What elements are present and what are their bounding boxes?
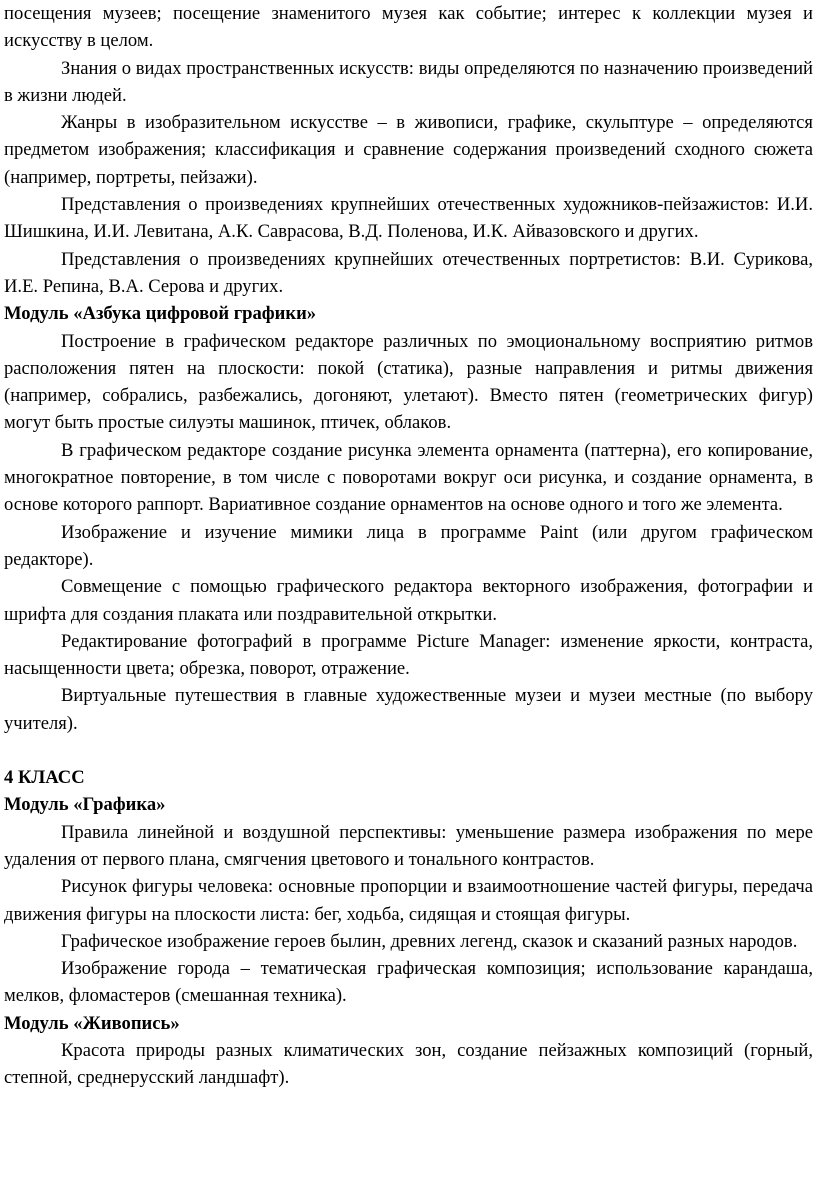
heading-grade-4: 4 КЛАСС <box>4 767 85 789</box>
paragraph-ornament: В графическом редакторе создание рисунка элемента орнамента (паттерна), его копирование, многократное повторение, в том числе с поворотами вокруг оси рисунка, и создание орнамента, в основе которого раппорт. Вариативное создание орнаментов на основе одного и того же элемента. <box>4 439 813 516</box>
paragraph-museums-continuation: посещения музеев; посещение знаменитого музея как событие; интерес к коллекции музея и искусству в целом. <box>4 3 813 52</box>
paragraph-genres: Жанры в изобразительном искусстве – в живописи, графике, скульптуре – определяются предметом изображения; классификация и сравнение содержания произведений сходного сюжета (например, портреты, пейзажи). <box>4 112 813 188</box>
paragraph-poster-combination: Совмещение с помощью графического редактора векторного изображения, фотографии и шрифта для создания плаката или поздравительной открытки. <box>4 576 813 625</box>
paragraph-heroes: Графическое изображение героев былин, древних легенд, сказок и сказаний разных народов. <box>61 930 798 952</box>
paragraph-city-composition: Изображение города – тематическая графическая композиция; использование карандаша, мелков, фломастеров (смешанная техника). <box>4 958 813 1007</box>
paragraph-landscape-painters: Представления о произведениях крупнейших отечественных художников-пейзажистов: И.И. Шишкина, И.И. Левитана, А.К. Саврасова, В.Д. Поленова, И.К. Айвазовского и других. <box>4 194 813 243</box>
paragraph-nature-zones: Красота природы разных климатических зон, создание пейзажных композиций (горный, степной, среднерусский ландшафт). <box>4 1039 813 1089</box>
paragraph-spatial-arts: Знания о видах пространственных искусств: виды определяются по назначению произведений в жизни людей. <box>4 57 813 106</box>
paragraph-rhythm-spots: Построение в графическом редакторе различных по эмоциональному восприятию ритмов расположения пятен на плоскости: покой (статика), разные направления и ритмы движения (например, собрались, разбежались, догоняют, улетают). Вместо пятен (геометрических фигур) могут быть простые силуэты машинок, птичек, облаков. <box>4 330 813 434</box>
paragraph-human-figure: Рисунок фигуры человека: основные пропорции и взаимоотношение частей фигуры, передача движения фигуры на плоскости листа: бег, ходьба, сидящая и стоящая фигуры. <box>4 876 813 925</box>
paragraph-virtual-tours: Виртуальные путешествия в главные художественные музеи и музеи местные (по выбору учителя). <box>4 685 813 734</box>
paragraph-portrait-painters: Представления о произведениях крупнейших отечественных портретистов: В.И. Сурикова, И.Е. Репина, В.А. Серова и других. <box>4 248 813 297</box>
paragraph-facial-expressions: Изображение и изучение мимики лица в программе Paint (или другом графическом редакторе). <box>4 521 813 570</box>
heading-module-graphics: Модуль «Графика» <box>4 794 166 816</box>
paragraph-perspective: Правила линейной и воздушной перспективы: уменьшение размера изображения по мере удаления от первого плана, смягчения цветового и тонального контрастов. <box>4 821 813 870</box>
blank-line <box>4 737 813 764</box>
heading-module-painting: Модуль «Живопись» <box>4 1012 180 1034</box>
heading-module-digital-graphics: Модуль «Азбука цифровой графики» <box>4 303 317 325</box>
paragraph-photo-editing: Редактирование фотографий в программе Picture Manager: изменение яркости, контраста, насыщенности цвета; обрезка, поворот, отражение. <box>4 630 813 680</box>
